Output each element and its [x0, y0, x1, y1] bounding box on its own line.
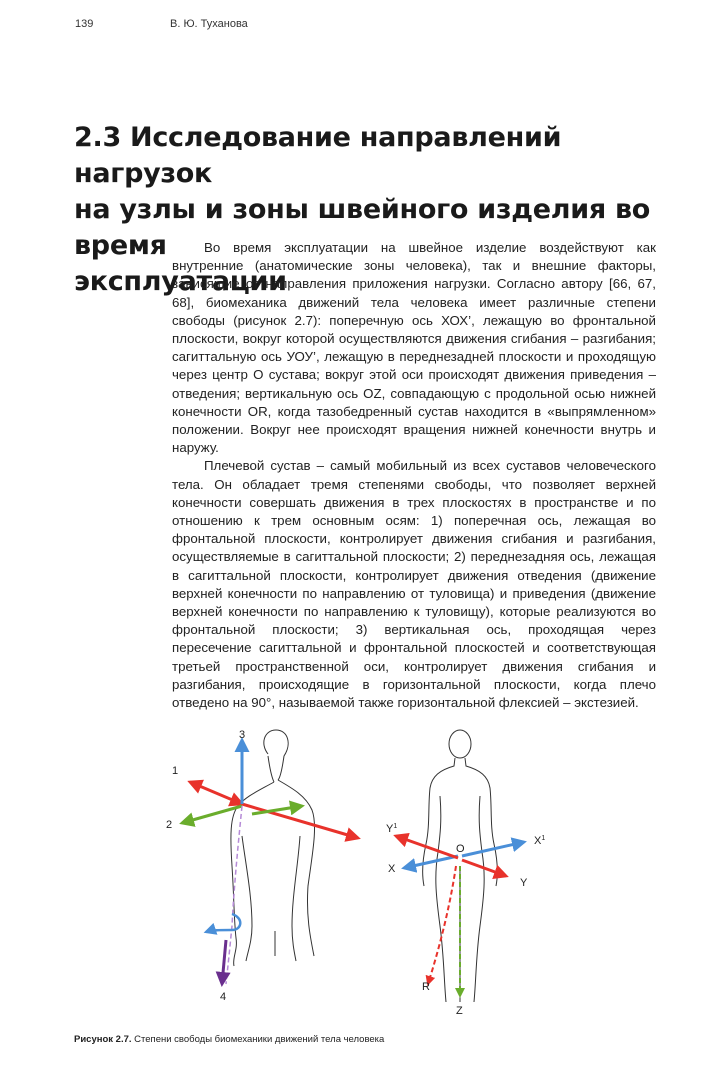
axis-y1-label: $Y^1$	[386, 823, 398, 835]
body-text	[172, 239, 656, 712]
axis-x1-arrow	[462, 842, 524, 856]
axis-x-label: X	[388, 863, 396, 875]
axis-x1-label: $X^1$	[534, 835, 546, 847]
axis-1-label: 1	[172, 765, 179, 777]
joint-center-label: O	[456, 843, 465, 855]
section-heading-line: на узлы и зоны швейного изделия во время	[74, 194, 651, 261]
axis-2-label: 2	[166, 819, 173, 831]
figure-caption	[74, 1034, 674, 1045]
axis-r-label: R	[422, 981, 430, 993]
caption-label: Рисунок 2.7.	[74, 1034, 132, 1045]
section-heading-line: 2.3 Исследование направлений нагрузок	[74, 122, 562, 189]
hip-joint-axes	[386, 823, 545, 1017]
axis-1-arrow	[190, 782, 242, 804]
axis-4-arrow	[222, 940, 226, 984]
axis-2-arrow	[182, 806, 242, 823]
figure-degrees-of-freedom	[160, 726, 580, 1026]
figure-illustration	[160, 726, 580, 1026]
axis-1-extension	[242, 804, 358, 838]
shoulder-axes	[166, 729, 358, 1003]
section-heading-line: эксплуатации	[74, 266, 287, 297]
caption-text: Степени свободы биомеханики движений тела человека	[134, 1034, 385, 1045]
page-number: 139	[75, 18, 94, 30]
running-head-author: В. Ю. Туханова	[170, 18, 248, 30]
paragraph-shoulder-joint: Плечевой сустав – самый мобильный из всех суставов человеческого тела. Он обладает тремя степенями свободы, что позволяет верхней конечности совершать движения в трех плоскостях в пространстве и по отношению к трем основным осям: 1) поперечная ось, лежащая во фронтальной плоскости, контролирует движения сгибания и разгибания, осуществляемые в сагиттальной плоскости; 2) переднезадняя ось, лежащая в сагиттальной плоскости, контролирует движения отведения (движение верхней конечности по направлению от туловища) и приведения (движение верхней конечности по направлению к туловищу), которые реализуются во фронтальной плоскости; 3) вертикальная ось, проходящая через пересечение сагиттальной и фронтальной плоскостей и соответствующая третьей пространственной оси, контролирует движения сгибания и разгибания, происходящие в горизонтальной плоскости, когда плечо отведено на 90°, называемой также горизонтальной флексией – экстезией.	[172, 458, 656, 711]
axis-x-arrow	[404, 856, 458, 868]
axis-3-label: 3	[239, 729, 246, 741]
axis-4-label: 4	[220, 991, 227, 1003]
axis-y-label: Y	[520, 877, 528, 889]
axis-r-dashed	[428, 866, 456, 984]
axis-z-label: Z	[456, 1005, 463, 1017]
paragraph-degrees-of-freedom: Во время эксплуатации на швейное изделие воздействуют как внутренние (анатомические зоны человека), так и внешние факторы, зависящие от направления приложения нагрузки. Согласно автору [66, 67, 68], биомеханика движений тела человека имеет различные степени свободы (рисунок 2.7): поперечную ось ХОХ’, лежащую во фронтальной плоскости, вокруг которой осуществляются движения сгибания – разгибания; сагиттальную ось УОУ’, лежащую в переднезадней плоскости и проходящую через центр О сустава; вокруг этой оси происходят движения приведения – отведения; вертикальную ось OZ, совпадающую с продольной осью нижней конечности OR, когда тазобедренный сустав находится в «выпрямленном» положении. Вокруг нее происходят вращения нижней конечности внутрь и наружу.	[172, 240, 656, 456]
